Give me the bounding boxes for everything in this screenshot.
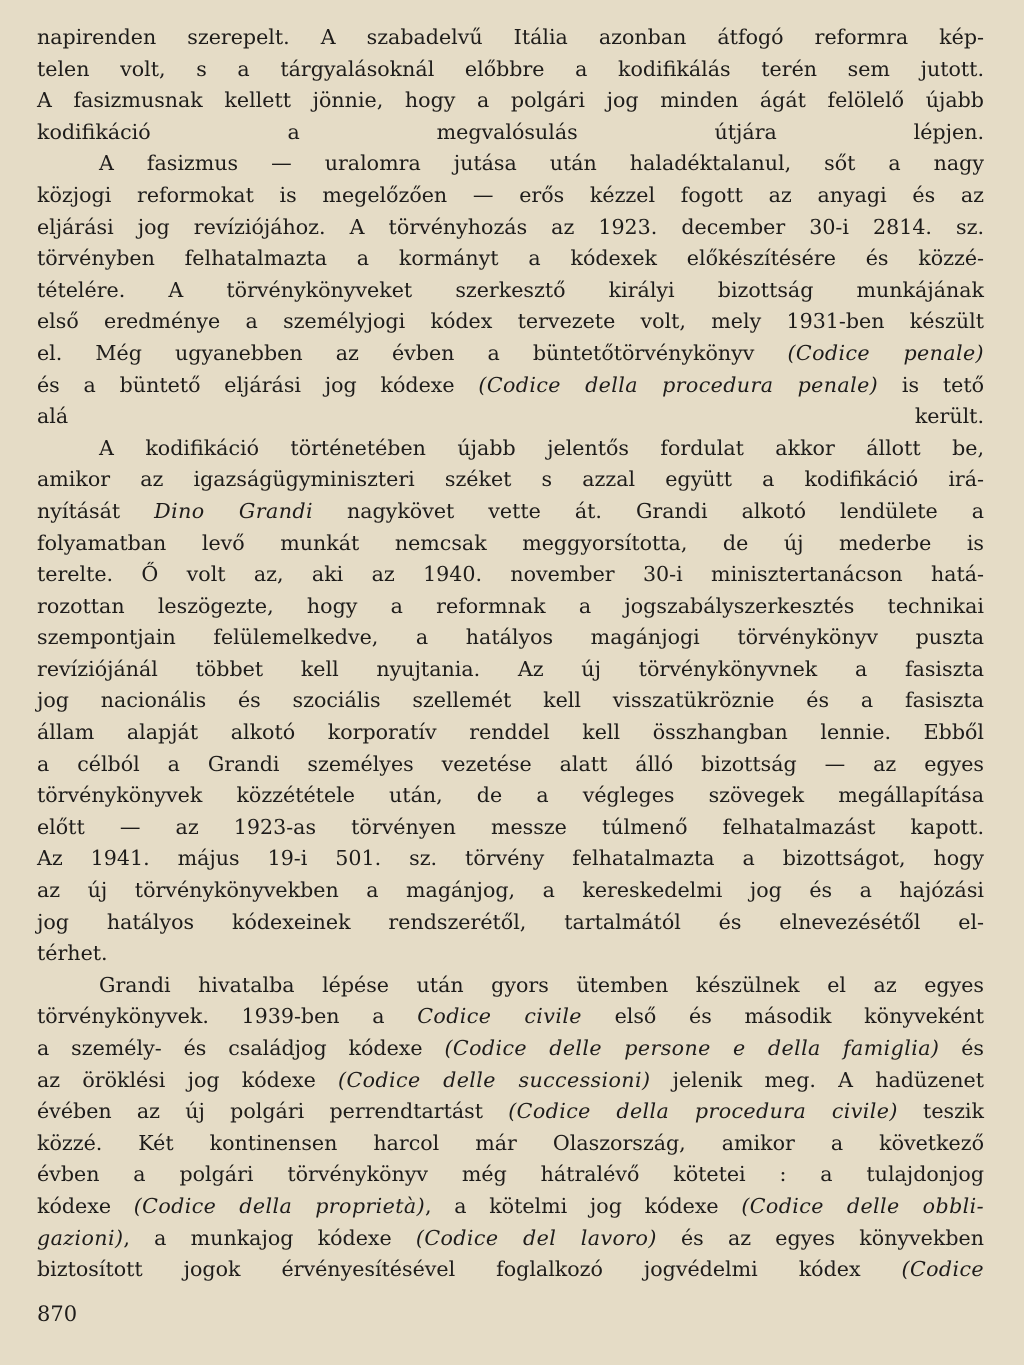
italic-term: (Codice della proprietà) — [133, 1193, 426, 1218]
text-line: előtt — az 1923-as törvényen messze túlmenő felhatalmazást kapott. — [37, 814, 984, 839]
text-line: alá került. — [37, 404, 984, 429]
text-line: kodifikáció a megvalósulás útjára lépjen. — [37, 119, 984, 144]
text-line: a célból a Grandi személyes vezetése alatt álló bizottság — az egyes — [37, 751, 984, 776]
text-line: Grandi hivatalba lépése után gyors ütemben készülnek el az egyes — [99, 972, 984, 997]
text-line: és a büntető eljárási jog kódexe (Codice della procedura penale) is tető — [37, 372, 985, 397]
text-line: közjogi reformokat is megelőzően — erős kézzel fogott az anyagi és az — [37, 182, 984, 207]
text-line: nyítását Dino Grandi nagykövet vette át. Grandi alkotó lendülete a — [37, 498, 984, 523]
text-line: jog hatályos kódexeinek rendszerétől, tartalmától és elnevezésétől el- — [37, 909, 984, 934]
text-line: biztosított jogok érvényesítésével foglalkozó jogvédelmi kódex (Codice — [37, 1257, 984, 1282]
text-line: eljárási jog revíziójához. A törvényhozás az 1923. december 30-i 2814. sz. — [37, 214, 984, 239]
text-line: évben a polgári törvénykönyv még hátralévő kötetei : a tulajdonjog — [37, 1162, 984, 1187]
text-line: évében az új polgári perrendtartást (Codice della procedura civile) teszik — [37, 1099, 984, 1124]
paragraph — [37, 433, 984, 970]
text-line: folyamatban levő munkát nemcsak meggyorsította, de új mederbe is — [37, 530, 984, 555]
text-line: törvénykönyvek közzététele után, de a végleges szövegek megállapítása — [37, 783, 984, 808]
italic-term: gazioni) — [37, 1225, 124, 1250]
text-line: rozottan leszögezte, hogy a reformnak a jogszabályszerkesztés technikai — [37, 593, 984, 618]
text-line: törvénykönyvek. 1939-ben a Codice civile első és második könyveként — [37, 1004, 984, 1029]
italic-term: (Codice penale) — [787, 340, 984, 365]
text-line: az új törvénykönyvekben a magánjog, a kereskedelmi jog és a hajózási — [37, 878, 984, 903]
text-line: gazioni), a munkajog kódexe (Codice del lavoro) és az egyes könyvekben — [37, 1225, 984, 1250]
text-line: közzé. Két kontinensen harcol már Olaszország, amikor a következő — [37, 1130, 984, 1155]
text-line: törvényben felhatalmazta a kormányt a kódexek előkészítésére és közzé- — [37, 246, 984, 271]
italic-term: (Codice della procedura penale) — [478, 372, 879, 397]
text-line: térhet. — [37, 941, 108, 966]
text-line: az öröklési jog kódexe (Codice delle successioni) jelenik meg. A hadüzenet — [37, 1067, 984, 1092]
text-line: A kodifikáció történetében újabb jelentős fordulat akkor állott be, — [99, 435, 984, 460]
text-line: A fasizmus — uralomra jutása után haladéktalanul, sőt a nagy — [99, 151, 984, 176]
italic-term: (Codice delle obbli- — [741, 1193, 984, 1218]
italic-term: (Codice delle successioni) — [338, 1067, 651, 1092]
text-line: terelte. Ő volt az, aki az 1940. november 30-i minisztertanácson hatá- — [37, 562, 984, 587]
text-line: a személy- és családjog kódexe (Codice delle persone e della famiglia) és — [37, 1036, 984, 1060]
italic-term: (Codice delle persone e della famiglia) — [444, 1036, 940, 1060]
italic-term: (Codice del lavoro) — [415, 1225, 657, 1250]
text-line: el. Még ugyanebben az évben a büntetőtörvénykönyv (Codice penale) — [37, 340, 984, 365]
paragraph — [37, 22, 984, 148]
page-number: 870 — [37, 1302, 78, 1326]
italic-term: Dino Grandi — [154, 498, 313, 523]
paragraph — [37, 148, 984, 432]
italic-term: (Codice della procedura civile) — [508, 1099, 898, 1124]
text-line: szempontjain felülemelkedve, a hatályos magánjogi törvénykönyv puszta — [37, 625, 984, 650]
text-line: A fasizmusnak kellett jönnie, hogy a polgári jog minden ágát felölelő újabb — [37, 88, 984, 113]
text-line: jog nacionális és szociális szellemét kell visszatükröznie és a fasiszta — [37, 688, 984, 713]
text-line: Az 1941. május 19-i 501. sz. törvény felhatalmazta a bizottságot, hogy — [37, 846, 984, 871]
text-line: első eredménye a személyjogi kódex tervezete volt, mely 1931-ben készült — [37, 309, 984, 334]
text-line: kódexe (Codice della proprietà), a kötelmi jog kódexe (Codice delle obbli- — [37, 1193, 984, 1218]
text-line: telen volt, s a tárgyalásoknál előbbre a kodifikálás terén sem jutott. — [37, 56, 984, 81]
text-line: amikor az igazságügyminiszteri széket s azzal együtt a kodifikáció irá- — [37, 467, 984, 492]
italic-term: Codice civile — [417, 1004, 582, 1029]
italic-term: (Codice — [901, 1257, 984, 1282]
text-line: napirenden szerepelt. A szabadelvű Itália azonban átfogó reformra kép- — [37, 25, 984, 49]
text-line: tételére. A törvénykönyveket szerkesztő királyi bizottság munkájának — [37, 277, 984, 302]
text-body — [37, 22, 984, 1286]
text-line: állam alapját alkotó korporatív renddel kell összhangban lennie. Ebből — [37, 720, 984, 745]
paragraph — [37, 970, 984, 1286]
text-line: revíziójánál többet kell nyujtania. Az új törvénykönyvnek a fasiszta — [37, 656, 984, 681]
